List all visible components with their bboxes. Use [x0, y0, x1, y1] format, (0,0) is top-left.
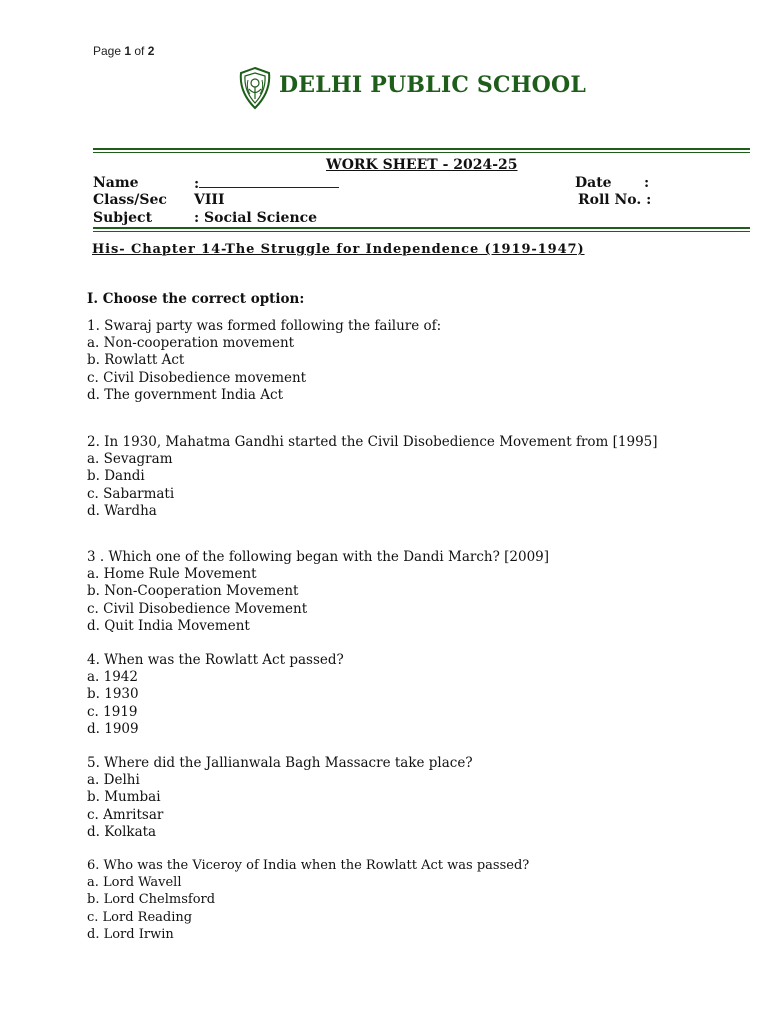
class-value: VIII	[194, 192, 225, 208]
date-label: Date	[575, 175, 612, 191]
question-4	[87, 652, 344, 738]
question-text: 4. When was the Rowlatt Act passed?	[87, 652, 344, 668]
header-divider-bottom	[93, 227, 750, 232]
option-b: b. 1930	[87, 686, 139, 703]
question-6	[87, 857, 529, 943]
question-text: 2. In 1930, Mahatma Gandhi started the Civil Disobedience Movement from [1995]	[87, 434, 658, 450]
subject-value: : Social Science	[194, 210, 318, 226]
option-c: c. 1919	[87, 703, 138, 720]
name-label: Name	[93, 175, 139, 191]
option-c: c. Civil Disobedience Movement	[87, 600, 308, 617]
header-divider-top	[93, 148, 750, 153]
option-d: d. Lord Irwin	[87, 926, 174, 942]
section-title: I. Choose the correct option:	[87, 291, 305, 307]
option-c: c. Civil Disobedience movement	[87, 369, 307, 386]
option-a: a. 1942	[87, 669, 138, 686]
chapter-title: His- Chapter 14-The Struggle for Independence (1919-1947)	[92, 242, 585, 257]
option-c: c. Sabarmati	[87, 485, 175, 502]
roll-label: Roll No. :	[578, 192, 652, 208]
school-name: DELHI PUBLIC SCHOOL	[279, 72, 587, 98]
option-b: b. Non-Cooperation Movement	[87, 583, 299, 600]
question-text: 6. Who was the Viceroy of India when the Rowlatt Act was passed?	[87, 858, 530, 873]
subject-label: Subject	[93, 210, 153, 226]
option-b: b. Rowlatt Act	[87, 352, 185, 369]
option-d: d. 1909	[87, 720, 139, 737]
page-indicator	[93, 44, 154, 58]
name-colon: :	[194, 176, 200, 192]
question-2	[87, 434, 658, 520]
page-total: 2	[147, 44, 155, 58]
question-5	[87, 755, 473, 841]
question-1	[87, 318, 441, 404]
option-d: d. Quit India Movement	[87, 617, 250, 634]
option-d: d. Wardha	[87, 502, 157, 519]
dps-crest-icon	[236, 66, 274, 110]
page-prefix: Page	[93, 44, 125, 58]
name-field	[194, 175, 339, 192]
option-b: b. Mumbai	[87, 789, 161, 806]
page-of: of	[131, 44, 148, 58]
question-text: 5. Where did the Jallianwala Bagh Massacre take place?	[87, 755, 473, 771]
question-text: 1. Swaraj party was formed following the failure of:	[87, 318, 442, 334]
class-label: Class/Sec	[93, 192, 167, 208]
date-colon: :	[644, 175, 650, 191]
option-a: a. Delhi	[87, 772, 140, 789]
option-a: a. Non-cooperation movement	[87, 335, 295, 352]
option-a: a. Home Rule Movement	[87, 566, 257, 583]
question-3	[87, 549, 549, 635]
option-d: d. Kolkata	[87, 823, 157, 840]
option-c: c. Lord Reading	[87, 909, 193, 925]
option-b: b. Lord Chelmsford	[87, 892, 216, 908]
page-current: 1	[124, 44, 132, 58]
worksheet-title: WORK SHEET - 2024-25	[326, 157, 518, 173]
option-d: d. The government India Act	[87, 386, 284, 403]
option-b: b. Dandi	[87, 468, 145, 485]
question-text: 3 . Which one of the following began with the Dandi March? [2009]	[87, 549, 550, 565]
option-a: a. Lord Wavell	[87, 875, 182, 891]
option-a: a. Sevagram	[87, 451, 173, 468]
name-blank-line	[199, 175, 339, 188]
option-c: c. Amritsar	[87, 806, 164, 823]
